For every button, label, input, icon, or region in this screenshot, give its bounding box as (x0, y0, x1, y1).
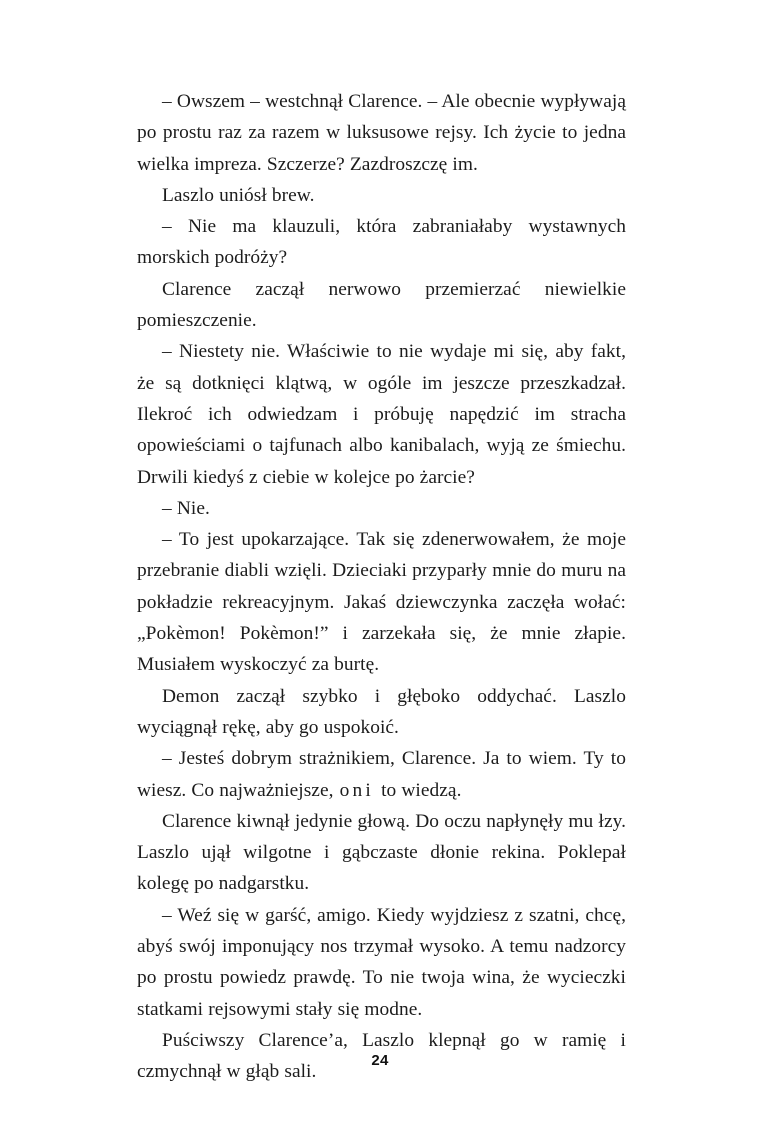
paragraph: Puściwszy Clarence’a, Laszlo klepnął go w ramię i czmychnął w głąb sali. (137, 1029, 626, 1083)
emphasis-letterspaced: oni (339, 779, 374, 801)
paragraph-segment: – Jesteś dobrym strażnikiem, Clarence. Ja to wiem. Ty to wiesz. Co najważniejsze, (137, 748, 626, 801)
paragraph: – Weź się w garść, amigo. Kiedy wyjdziesz z szatni, chcę, abyś swój imponujący nos trzymał wysoko. A temu nadzorcy po prostu powiedz prawdę. To nie twoja wina, że wycieczki statkami rejsowymi stały się modne. (137, 904, 626, 1020)
paragraph-segment: to wiedzą. (376, 779, 462, 801)
paragraph: Laszlo uniósł brew. (162, 184, 315, 206)
paragraph: – Owszem – westchnął Clarence. – Ale obecnie wypływają po prostu raz za razem w luksusowe rejsy. Ich życie to jedna wielka impreza. Szczerze? Zazdroszczę im. (137, 91, 626, 175)
paragraph-with-emphasis (137, 743, 626, 806)
paragraph: – To jest upokarzające. Tak się zdenerwowałem, że moje przebranie diabli wzięli. Dzieciaki przyparły mnie do muru na pokładzie rekreacyjnym. Jakaś dziewczynka zaczęła wołać: „Pokèmon! Pokèmon!” i zarzekała się, że mnie złapie. Musiałem wyskoczyć za burtę. (137, 529, 626, 676)
paragraph: Clarence zaczął nerwowo przemierzać niewielkie pomieszczenie. (137, 278, 626, 332)
paragraph: Clarence kiwnął jedynie głową. Do oczu napłynęły mu łzy. Laszlo ujął wilgotne i gąbczaste dłonie rekina. Poklepał kolegę po nadgarstku. (137, 810, 626, 895)
paragraph: Demon zaczął szybko i głęboko oddychać. Laszlo wyciągnął rękę, aby go uspokoić. (137, 685, 626, 738)
page-number: 24 (371, 1052, 389, 1069)
body-text-block (137, 86, 626, 1088)
paragraph: – Nie. (162, 497, 210, 519)
paragraph: – Nie ma klauzuli, która zabraniałaby wystawnych morskich podróży? (137, 216, 626, 269)
paragraph: – Niestety nie. Właściwie to nie wydaje mi się, aby fakt, że są dotknięci klątwą, w ogóle im jeszcze przeszkadzał. Ilekroć ich odwiedzam i próbuję napędzić im stracha opowieściami o tajfunach albo kanibalach, wyją ze śmiechu. Drwili kiedyś z ciebie w kolejce po żarcie? (137, 341, 626, 488)
